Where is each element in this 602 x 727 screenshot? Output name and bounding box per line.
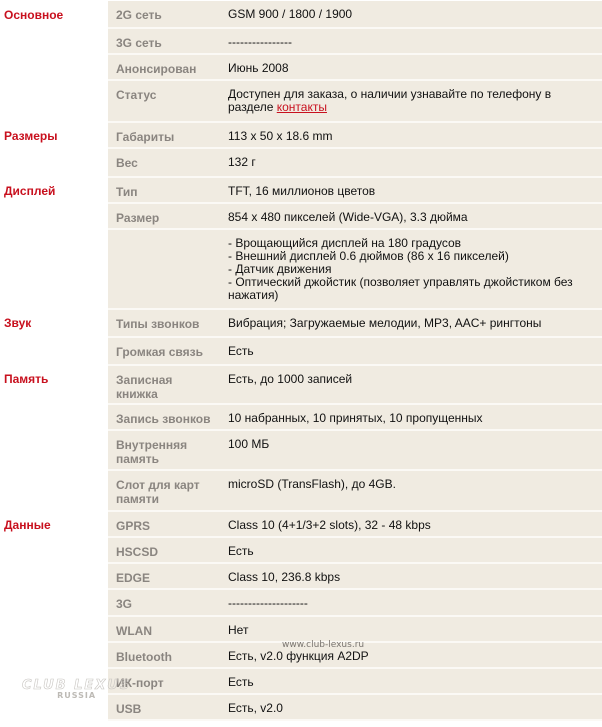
club-lexus-logo [22, 678, 131, 700]
spec-value: Есть [221, 668, 602, 694]
spec-value: Есть, v2.0 [221, 694, 602, 720]
spec-label: EDGE [108, 563, 221, 589]
spec-value [221, 80, 602, 122]
watermark-text: www.club-lexus.ru [282, 640, 365, 650]
spec-value: Есть [221, 537, 602, 563]
spec-label: Внутренняя память [108, 430, 221, 470]
spec-value: GSM 900 / 1800 / 1900 [221, 1, 602, 28]
spec-label: HSCSD [108, 537, 221, 563]
spec-value: Нет [221, 616, 602, 642]
status-text: Доступен для заказа, о наличии узнавайте по телефону в разделе [228, 86, 552, 114]
feature-item: - Датчик движения [228, 261, 332, 276]
spec-value: Есть [221, 337, 602, 365]
spec-value: TFT, 16 миллионов цветов [221, 177, 602, 203]
feature-item: - Врощающийся дисплей на 180 градусов [228, 235, 462, 250]
display-features [221, 229, 602, 309]
spec-label: Габариты [108, 122, 221, 148]
spec-value: microSD (TransFlash), до 4GB. [221, 470, 602, 511]
spec-label: 2G сеть [108, 1, 221, 28]
section-heading: Дисплей [0, 177, 108, 309]
feature-item: - Внешний дисплей 0.6 дюймов (86 x 16 пикселей) [228, 248, 509, 263]
spec-label: GPRS [108, 511, 221, 537]
spec-value: ---------------- [221, 28, 602, 54]
spec-label: ИК-порт [108, 668, 221, 694]
spec-value: 132 г [221, 148, 602, 177]
spec-label: Размер [108, 203, 221, 229]
spec-value: Class 10, 236.8 kbps [221, 563, 602, 589]
spec-label: WLAN [108, 616, 221, 642]
section-heading: Данные [0, 511, 108, 720]
spec-label: 3G [108, 589, 221, 616]
spec-label: Статус [108, 80, 221, 122]
section-heading: Память [0, 365, 108, 511]
spec-label: USB [108, 694, 221, 720]
section-heading: Размеры [0, 122, 108, 177]
spec-label: Слот для карт памяти [108, 470, 221, 511]
spec-label: Типы звонков [108, 309, 221, 337]
section-heading: Основное [0, 1, 108, 122]
spec-value: 10 набранных, 10 принятых, 10 пропущенных [221, 404, 602, 430]
spec-value: -------------------- [221, 589, 602, 616]
spec-label: Вес [108, 148, 221, 177]
feature-item: - Оптический джойстик (позволяет управлять джойстиком без нажатия) [228, 274, 573, 302]
spec-label: Тип [108, 177, 221, 203]
spec-value: Есть, до 1000 записей [221, 365, 602, 404]
spec-value: Есть, v2.0 функция A2DP [221, 642, 602, 668]
logo-line2: RUSSIA [57, 691, 97, 700]
spec-value: Июнь 2008 [221, 54, 602, 80]
spec-label: Записная книжка [108, 365, 221, 404]
section-heading: Звук [0, 309, 108, 365]
spec-value: Вибрация; Загружаемые мелодии, MP3, AAC+ рингтоны [221, 309, 602, 337]
spec-label: Громкая связь [108, 337, 221, 365]
spec-label: Запись звонков [108, 404, 221, 430]
spec-value: 854 x 480 пикселей (Wide-VGA), 3.3 дюйма [221, 203, 602, 229]
contacts-link[interactable]: контакты [276, 99, 327, 114]
spec-value: 113 x 50 x 18.6 mm [221, 122, 602, 148]
logo-line1: CLUB LEXUS [22, 678, 132, 693]
spec-value: 100 МБ [221, 430, 602, 470]
spec-label: Анонсирован [108, 54, 221, 80]
spec-label: 3G сеть [108, 28, 221, 54]
spec-label: Bluetooth [108, 642, 221, 668]
spec-value: Class 10 (4+1/3+2 slots), 32 - 48 kbps [221, 511, 602, 537]
spec-label-empty [108, 229, 221, 309]
